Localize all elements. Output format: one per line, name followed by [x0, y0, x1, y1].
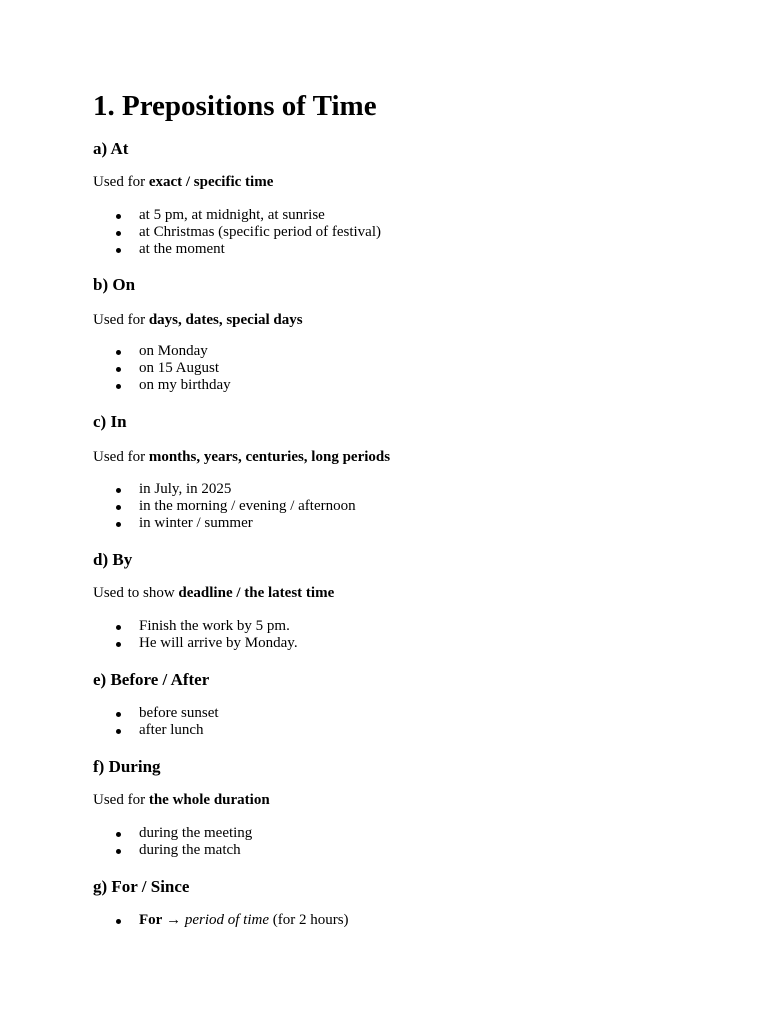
bullet-dot-icon [116, 522, 121, 527]
bullet-list-during [93, 825, 252, 859]
bullet-dot-icon [116, 712, 121, 717]
bullet-dot-icon [116, 384, 121, 389]
list-item-text: before sunset [139, 705, 219, 721]
desc-bold: exact / specific time [148, 174, 274, 190]
arrow-icon: → [162, 912, 185, 928]
section-desc-at [93, 172, 273, 192]
bullet-dot-icon [116, 832, 121, 837]
bullet-list-on [93, 343, 231, 394]
bullet-dot-icon [116, 849, 121, 854]
section-heading-on: b) On [93, 275, 136, 294]
list-item [93, 618, 298, 635]
list-item-text: during the match [139, 842, 241, 858]
list-item-text: on 15 August [139, 360, 220, 376]
list-item-text: at the moment [139, 241, 225, 257]
term-italic: period of time [184, 912, 269, 928]
list-item-text: at Christmas (specific period of festival) [139, 224, 382, 240]
section-heading-for-since: g) For / Since [93, 877, 190, 896]
section-desc-during [93, 790, 270, 810]
term-bold: For [139, 912, 163, 928]
list-item [93, 224, 381, 241]
list-item [93, 498, 356, 515]
section-desc-in [93, 447, 390, 467]
section-heading-in: c) In [93, 412, 127, 431]
desc-bold: days, dates, special days [148, 312, 303, 328]
bullet-dot-icon [116, 729, 121, 734]
bullet-dot-icon [116, 919, 121, 924]
term-rest: (for 2 hours) [268, 912, 349, 928]
bullet-dot-icon [116, 505, 121, 510]
desc-prefix: Used for [93, 312, 149, 328]
desc-prefix: Used for [93, 449, 149, 465]
list-item [93, 825, 252, 842]
desc-prefix: Used to show [93, 585, 179, 601]
list-item [93, 207, 381, 224]
list-item-text: in winter / summer [139, 515, 253, 531]
section-desc-by [93, 583, 334, 603]
list-item-text: Finish the work by 5 pm. [139, 618, 290, 634]
list-item-text: in the morning / evening / afternoon [139, 498, 356, 514]
bullet-dot-icon [116, 488, 121, 493]
section-heading-before-after: e) Before / After [93, 670, 210, 689]
section-heading-by: d) By [93, 550, 133, 569]
desc-bold: the whole duration [148, 792, 270, 808]
desc-prefix: Used for [93, 174, 149, 190]
list-item-text: on Monday [139, 343, 208, 359]
list-item [93, 635, 298, 652]
bullet-list-in [93, 481, 356, 532]
section-heading-at: a) At [93, 139, 129, 158]
bullet-dot-icon [116, 214, 121, 219]
list-item [93, 377, 231, 394]
bullet-list-by [93, 618, 298, 652]
bullet-dot-icon [116, 625, 121, 630]
list-item-text: during the meeting [139, 825, 253, 841]
list-item [93, 343, 231, 360]
bullet-dot-icon [116, 367, 121, 372]
desc-prefix: Used for [93, 792, 149, 808]
list-item [93, 842, 252, 859]
bullet-list-for-since [93, 912, 349, 929]
list-item-text: after lunch [139, 722, 204, 738]
bullet-list-at [93, 207, 381, 258]
list-item [93, 481, 356, 498]
bullet-list-before-after [93, 705, 219, 739]
section-desc-on [93, 310, 303, 330]
desc-bold: months, years, centuries, long periods [148, 449, 391, 465]
list-item [93, 515, 356, 532]
list-item-text: at 5 pm, at midnight, at sunrise [139, 207, 325, 223]
list-item [93, 912, 349, 929]
list-item-text: He will arrive by Monday. [139, 635, 298, 651]
list-item [93, 705, 219, 722]
bullet-dot-icon [116, 642, 121, 647]
desc-bold: deadline / the latest time [178, 585, 335, 601]
list-item-text: on my birthday [139, 377, 231, 393]
bullet-dot-icon [116, 231, 121, 236]
list-item [93, 722, 219, 739]
page-title: 1. Prepositions of Time [93, 90, 377, 122]
section-heading-during: f) During [93, 757, 161, 776]
bullet-dot-icon [116, 350, 121, 355]
list-item-text: in July, in 2025 [139, 481, 232, 497]
bullet-dot-icon [116, 248, 121, 253]
list-item [93, 360, 231, 377]
list-item [93, 241, 381, 258]
